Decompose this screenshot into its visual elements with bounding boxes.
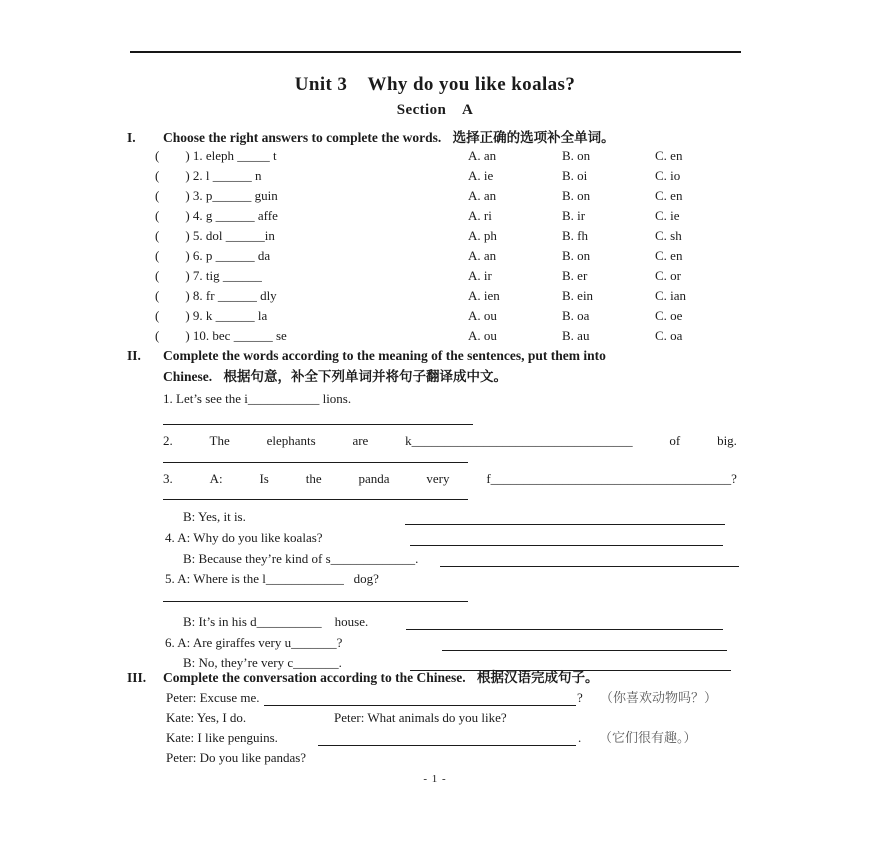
option-a: A. ie (468, 168, 494, 183)
question-row (155, 146, 747, 166)
option-b: B. fh (562, 228, 588, 243)
sentence-row-6a (0, 633, 870, 653)
option-a: A. ou (468, 328, 497, 343)
sentence-3-word: the (305, 471, 322, 486)
dialogue-peter1-punct: ? (577, 690, 583, 705)
dialogue-kate1: Kate: Yes, I do. (166, 710, 247, 725)
sentence-4a: 4. A: Why do you like koalas? (165, 530, 323, 545)
question-row (155, 206, 747, 226)
dialogue-hint-1: （你喜欢动物吗？） (600, 690, 718, 705)
dialogue-peter3: Peter: Do you like pandas? (166, 750, 307, 765)
option-a: A. ph (468, 228, 497, 243)
dialogue-kate2: Kate: I like penguins. (166, 730, 278, 745)
option-b: B. au (562, 328, 590, 343)
sentence-row-4b (0, 549, 870, 569)
question-row (155, 286, 747, 306)
option-b: B. on (562, 248, 591, 263)
translation-line-1 (163, 424, 473, 425)
translation-line-5 (163, 601, 468, 602)
option-c: C. ian (655, 288, 687, 303)
translation-line-4b (440, 566, 739, 567)
option-c: C. oa (655, 328, 683, 343)
answer-line-1 (264, 705, 576, 706)
sentence-row-2 (163, 431, 737, 451)
part3-heading-en: Complete the conversation according to the Chinese. (163, 670, 466, 685)
sentence-2-word: big. (717, 433, 737, 448)
option-c: C. or (655, 268, 681, 283)
question-text: ( ) 3. p______ guin (155, 188, 278, 203)
option-b: B. on (562, 148, 591, 163)
sentence-5a: 5. A: Where is the l____________ dog? (165, 571, 379, 586)
sentence-3-blank: f_____________________________________? (486, 471, 737, 486)
sentence-3-word: panda (358, 471, 390, 486)
question-text: ( ) 2. l ______ n (155, 168, 262, 183)
sentence-3-word: 3. (163, 471, 173, 486)
part1-heading (127, 127, 745, 148)
sentence-2-word: of (669, 433, 681, 448)
option-c: C. en (655, 188, 683, 203)
question-row (155, 306, 747, 326)
translation-line-5b (406, 629, 723, 630)
sentence-2-word: The (209, 433, 230, 448)
sentence-2-blank: k__________________________________ (405, 433, 633, 448)
dialogue-peter2: Peter: What animals do you like? (334, 710, 507, 725)
part2-numeral: II. (127, 348, 141, 363)
option-a: A. an (468, 248, 497, 263)
translation-line-3b (405, 524, 725, 525)
sentence-5b: B: It’s in his d__________ house. (183, 614, 369, 629)
answer-line-2 (318, 745, 576, 746)
page-number: - 1 - (423, 773, 447, 785)
option-a: A. ien (468, 288, 500, 303)
sentence-3-word: very (426, 471, 450, 486)
dialogue-peter1: Peter: Excuse me. (166, 690, 260, 705)
part2-heading (127, 345, 745, 387)
option-b: B. oa (562, 308, 590, 323)
sentence-2-word: elephants (266, 433, 316, 448)
part3-numeral: III. (127, 670, 147, 685)
option-a: A. an (468, 188, 497, 203)
part2-heading-en2: Chinese. (163, 369, 213, 384)
part1-numeral: I. (127, 130, 136, 145)
translation-line-4a (410, 545, 723, 546)
translation-line-2 (163, 462, 468, 463)
option-c: C. oe (655, 308, 683, 323)
part1-heading-en: Choose the right answers to complete the words. (163, 130, 442, 145)
sentence-row-3 (163, 469, 737, 489)
question-row (155, 186, 747, 206)
question-text: ( ) 9. k ______ la (155, 308, 268, 323)
question-text: ( ) 10. bec ______ se (155, 328, 287, 343)
translation-line-6a (442, 650, 727, 651)
option-c: C. en (655, 248, 683, 263)
question-row (155, 226, 747, 246)
dialogue-row-4 (0, 748, 870, 768)
option-b: B. on (562, 188, 591, 203)
dialogue-row-2 (0, 708, 870, 728)
dialogue-hint-2: （它们很有趣。） (599, 730, 697, 745)
question-row (155, 266, 747, 286)
option-a: A. ou (468, 308, 497, 323)
part1-heading-cn: 选择正确的选项补全单词。 (452, 130, 615, 145)
sentence-row-1 (0, 389, 870, 409)
question-row (155, 326, 747, 346)
sentence-row-5a (0, 569, 870, 589)
option-b: B. ir (562, 208, 586, 223)
page-title: Unit 3 Why do you like koalas? (294, 74, 576, 95)
question-row (155, 246, 747, 266)
sentence-6b: B: No, they’re very c_______. (183, 655, 342, 670)
dialogue-kate2-punct: . (578, 730, 582, 745)
sentence-3b: B: Yes, it is. (183, 509, 246, 524)
part2-heading-en1: Complete the words according to the meaning of the sentences, put them into (163, 348, 606, 363)
sentence-6a: 6. A: Are giraffes very u_______? (165, 635, 343, 650)
option-a: A. an (468, 148, 497, 163)
part3-heading (127, 667, 745, 688)
option-c: C. ie (655, 208, 680, 223)
question-text: ( ) 7. tig ______ (155, 268, 262, 283)
question-text: ( ) 8. fr ______ dly (155, 288, 277, 303)
sentence-4b: B: Because they’re kind of s_____________. (183, 551, 419, 566)
question-text: ( ) 1. eleph _____ t (155, 148, 277, 163)
question-text: ( ) 6. p ______ da (155, 248, 271, 263)
section-subtitle: Section A (396, 102, 474, 118)
sentence-3-word: A: (209, 471, 223, 486)
option-a: A. ir (468, 268, 492, 283)
sentence-2-word: 2. (163, 433, 173, 448)
sentence-1: 1. Let’s see the i___________ lions. (163, 391, 352, 406)
option-c: C. en (655, 148, 683, 163)
sentence-2-word: are (352, 433, 369, 448)
part2-heading-cn: 根据句意，补全下列单词并将句子翻译成中文。 (223, 369, 508, 384)
option-c: C. sh (655, 228, 682, 243)
option-b: B. ein (562, 288, 594, 303)
part3-heading-cn: 根据汉语完成句子。 (476, 670, 599, 685)
question-row (155, 166, 747, 186)
option-b: B. oi (562, 168, 588, 183)
question-text: ( ) 5. dol ______in (155, 228, 275, 243)
option-b: B. er (562, 268, 588, 283)
option-c: C. io (655, 168, 681, 183)
top-rule (130, 51, 741, 53)
question-text: ( ) 4. g ______ affe (155, 208, 278, 223)
option-a: A. ri (468, 208, 492, 223)
sentence-3-word: Is (259, 471, 269, 486)
translation-line-3 (163, 499, 468, 500)
